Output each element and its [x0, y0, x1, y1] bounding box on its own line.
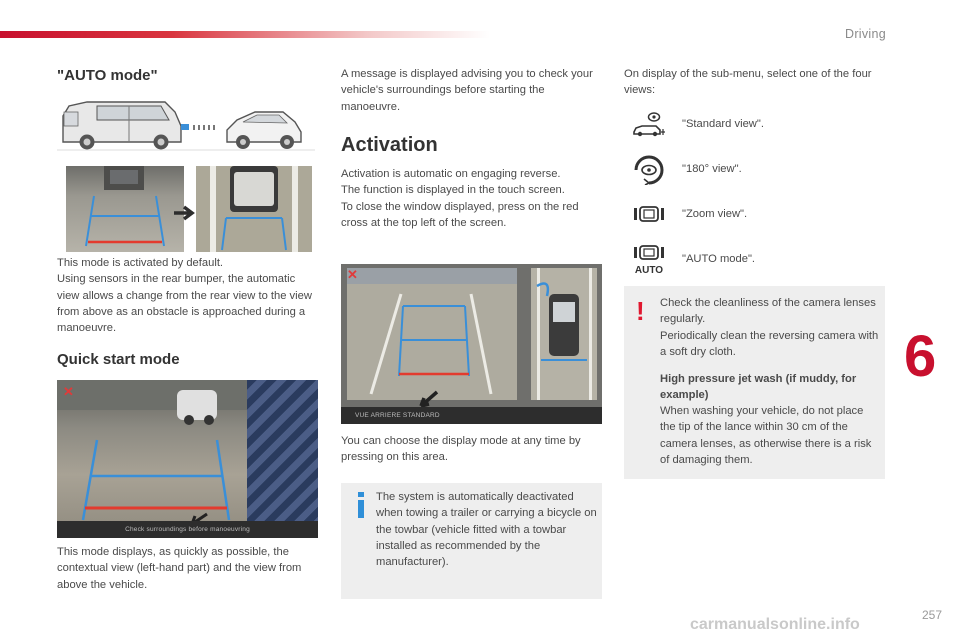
auto-mode-title: "AUTO mode"	[57, 67, 158, 84]
quick-start-title: Quick start mode	[57, 351, 180, 368]
activation-camera-screen	[341, 264, 602, 424]
view-option-label: "180° view".	[682, 163, 742, 175]
check-surroundings-text: A message is displayed advising you to check your vehicle's surroundings before starting the manoeuvre.	[341, 68, 593, 113]
info-icon	[354, 492, 368, 518]
activation-title: Activation	[341, 134, 438, 156]
standard-view-icon	[632, 110, 666, 140]
view-option-label: "Zoom view".	[682, 208, 748, 220]
info-text: The system is automatically deactivated when towing a trailer or carrying a bicycle on the towbar (vehicle fitted with a towbar installed as recommended by the manufacturer).	[376, 491, 597, 569]
view-option-label: "Standard view".	[682, 118, 764, 130]
auto-mode-icon	[632, 245, 666, 275]
activation-body: Activation is automatic on engaging reverse. The function is displayed in the touch screen. To close the window displayed, press on the red cross at the top left of the screen.	[341, 168, 579, 229]
close-cross-icon[interactable]: ✕	[347, 267, 358, 282]
view-option-standard	[632, 110, 862, 140]
van-illustration	[57, 94, 315, 152]
view-option-label: "AUTO mode".	[682, 253, 756, 265]
quick-start-screen-caption: Check surroundings before manoeuvring	[57, 521, 318, 538]
close-cross-icon[interactable]: ✕	[63, 384, 74, 399]
warning-washing-text: When washing your vehicle, do not place the tip of the lance within 30 cm of the camera lenses, as otherwise there is a risk of damaging them.	[660, 405, 872, 466]
choose-mode-text: You can choose the display mode at any time by pressing on this area.	[341, 435, 581, 464]
top-view-placeholder	[247, 380, 318, 521]
quick-start-body: This mode displays, as quickly as possible, the contextual view (left-hand part) and the view from above the vehicle.	[57, 546, 302, 591]
quick-start-camera-screen	[57, 380, 318, 538]
chapter-number: 6	[904, 324, 937, 389]
watermark: carmanualsonline.info	[690, 616, 860, 633]
view-option-zoom	[632, 200, 862, 230]
views-intro: On display of the sub-menu, select one of the four views:	[624, 68, 872, 97]
warning-box	[624, 286, 885, 479]
page-number: 257	[921, 608, 942, 622]
warning-heading: High pressure jet wash (if muddy, for example)	[660, 373, 857, 402]
view-option-180	[632, 155, 862, 185]
view-option-auto	[632, 245, 862, 275]
rear-camera-screen	[66, 166, 184, 252]
svg-text:AUTO: AUTO	[634, 265, 664, 275]
section-title: Driving	[845, 27, 886, 41]
info-box	[341, 483, 602, 599]
warning-cleaning-text: Check the cleanliness of the camera lenses regularly. Periodically clean the reversing camera with a soft dry cloth.	[660, 297, 879, 358]
header-accent-bar	[0, 31, 490, 38]
display-mode-area[interactable]: VUE ARRIERE STANDARD	[341, 407, 602, 424]
warning-exclamation-icon: !	[636, 296, 645, 326]
180-view-icon	[632, 155, 666, 185]
top-view-screen	[196, 166, 312, 252]
zoom-view-icon	[632, 200, 666, 230]
auto-mode-body: This mode is activated by default. Using sensors in the rear bumper, the automatic view allows a change from the rear view to the view from above as an obstacle is approached during a manoeuvre.	[57, 257, 312, 335]
